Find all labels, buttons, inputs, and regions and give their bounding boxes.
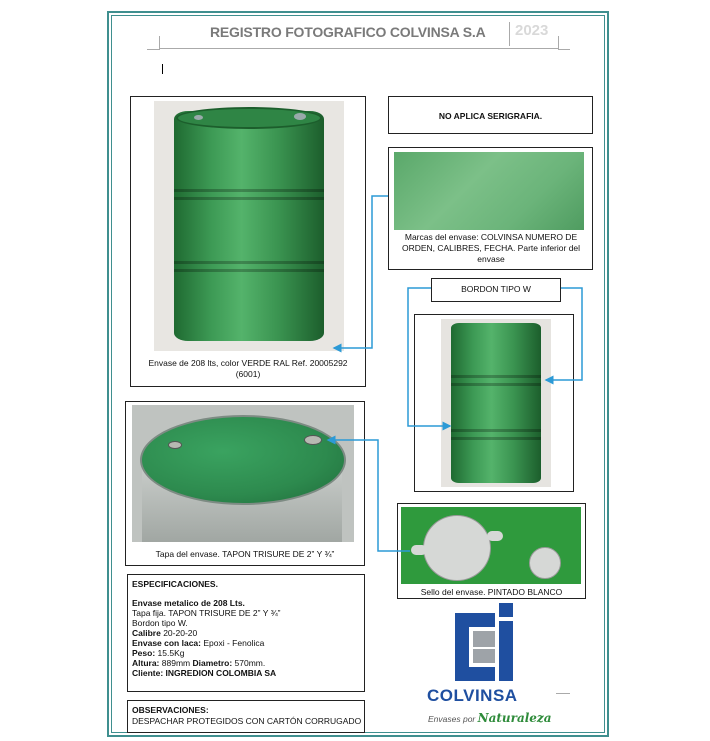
- arrow-sello-to-tapa: [328, 440, 410, 551]
- arrow-marcas-to-drum: [334, 196, 388, 348]
- specs-line-1: Envase metalico de 208 Lts.: [132, 598, 245, 608]
- specs-line-3: Bordon tipo W.: [132, 618, 188, 628]
- laca-value: Epoxi - Fenolica: [203, 638, 265, 648]
- arrow-bordon-to-upper-rib: [546, 288, 582, 380]
- peso-label: Peso:: [132, 648, 156, 658]
- sello-caption: Sello del envase. PINTADO BLANCO: [420, 587, 563, 597]
- envase-caption: Envase de 208 lts, color VERDE RAL Ref. 20005292 (6001): [148, 358, 348, 379]
- logo-tagline-prefix: Envases por: [428, 714, 476, 724]
- altura-value: 889mm: [161, 658, 191, 668]
- peso-value: 15.5Kg: [157, 648, 185, 658]
- specs-heading: ESPECIFICACIONES.: [132, 579, 218, 589]
- logo-tagline-brand: Naturaleza: [477, 711, 552, 725]
- bordon-label: BORDON TIPO W: [461, 284, 531, 294]
- diametro-label: Diametro:: [192, 658, 233, 668]
- serigrafia-text: NO APLICA SERIGRAFIA.: [438, 111, 543, 121]
- observaciones-text: DESPACHAR PROTEGIDOS CON CARTÓN CORRUGADO: [132, 716, 362, 726]
- specs-line-2: Tapa fija. TAPON TRISURE DE 2” Y ¾”: [132, 608, 281, 618]
- arrow-bordon-to-lower-rib: [408, 288, 450, 426]
- altura-label: Altura:: [132, 658, 160, 668]
- calibre-value: 20-20-20: [163, 628, 198, 638]
- calibre-label: Calibre: [132, 628, 161, 638]
- tapa-caption: Tapa del envase. TAPON TRISURE DE 2” Y ¾”: [155, 549, 335, 559]
- diametro-value: 570mm.: [234, 658, 266, 668]
- marcas-caption: Marcas del envase: COLVINSA NUMERO DE ORDEN, CALIBRES, FECHA. Parte inferior del envase: [401, 232, 581, 264]
- specs-cliente: Cliente: INGREDION COLOMBIA SA: [132, 668, 277, 678]
- logo-name: COLVINSA: [427, 686, 518, 705]
- page-title: REGISTRO FOTOGRAFICO COLVINSA S.A: [210, 24, 486, 40]
- observaciones-heading: OBSERVACIONES:: [132, 705, 209, 715]
- laca-label: Envase con laca:: [132, 638, 201, 648]
- header-year: 2023: [509, 22, 557, 46]
